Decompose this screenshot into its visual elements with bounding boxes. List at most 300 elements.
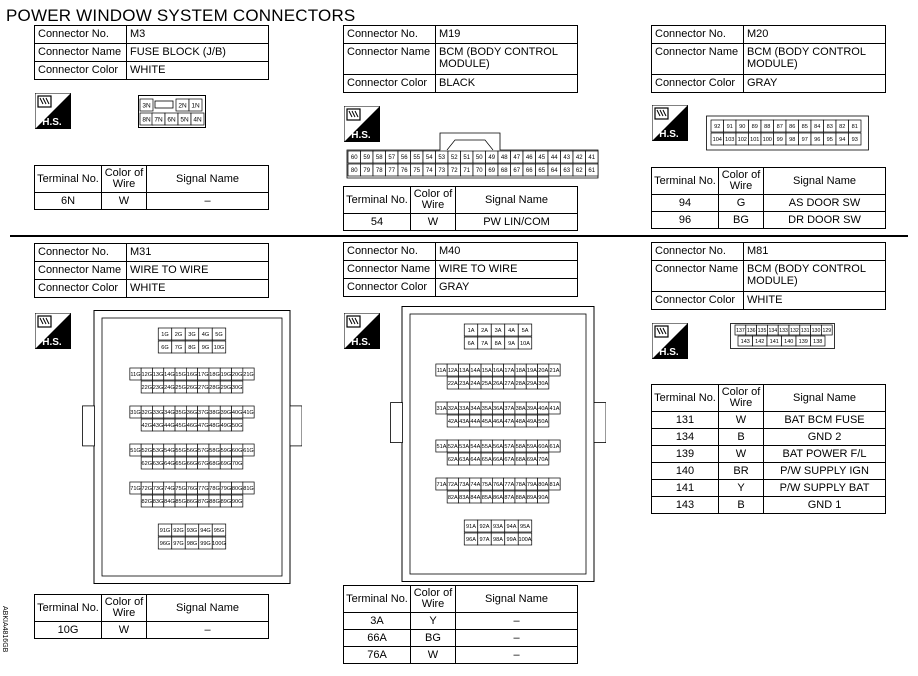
pin-label: 80A (538, 482, 549, 489)
pin-label: 89A (526, 495, 537, 502)
pin-label: 63G (152, 461, 164, 468)
pin-label: 84G (164, 499, 175, 506)
wire-color: BG (411, 630, 456, 647)
connector-face-m31 (82, 310, 302, 584)
pin-label: 72A (447, 482, 458, 489)
pin-label: 51A (436, 444, 447, 451)
pin-label: 44 (550, 155, 558, 162)
pin-label: 59G (220, 448, 232, 455)
terminal-no: 141 (652, 480, 719, 497)
pin-label: 100 (762, 137, 772, 144)
pin-label: 25G (175, 385, 186, 392)
pin-label: 5G (215, 332, 223, 339)
pin-label: 67G (198, 461, 209, 468)
pin-label: 8N (142, 116, 151, 124)
pin-label: 30G (231, 385, 243, 392)
pin-label: 69A (526, 457, 537, 464)
label-connector-color: Connector Color (35, 62, 127, 80)
pin-label: 49A (526, 419, 537, 426)
wire-color: BR (719, 463, 764, 480)
pin-label: 15A (481, 368, 492, 375)
connector-face-m20 (706, 115, 870, 155)
pin-label: 80G (231, 486, 243, 493)
pin-label: 77G (198, 486, 209, 493)
terminal-no: 139 (652, 446, 719, 463)
connector-no-value: M31 (127, 244, 269, 262)
header-signal-name: Signal Name (456, 187, 578, 214)
label-connector-name: Connector Name (35, 44, 127, 62)
connector-name-value: BCM (BODY CONTROL MODULE) (436, 44, 578, 75)
hs-harness-side-icon (652, 323, 688, 359)
pin-label: 40A (538, 406, 549, 413)
pin-label: 57 (388, 155, 396, 162)
table-row (652, 463, 886, 480)
pin-label: 44G (164, 423, 175, 430)
pin-label: 41 (588, 155, 596, 162)
pin-label: 96G (159, 541, 171, 548)
pin-label: 143 (740, 338, 750, 345)
wire-color: W (102, 193, 147, 210)
pin-label: 35A (481, 406, 492, 413)
pin-label: 63A (459, 457, 470, 464)
pin-label: 32A (447, 406, 458, 413)
pin-label: 81G (243, 486, 254, 493)
pin-label: 104 (712, 137, 722, 144)
pin-label: 56 (400, 155, 408, 162)
pin-label: 24A (470, 381, 481, 388)
pin-label: 87 (776, 124, 783, 131)
pin-label: 13G (152, 372, 164, 379)
pin-label: 18G (209, 372, 220, 379)
connector-color-value: WHITE (127, 280, 269, 298)
pin-label: 94 (839, 137, 846, 144)
terminal-no: 3A (344, 613, 411, 630)
pin-label: 40G (231, 410, 243, 417)
terminal-no: 6N (35, 193, 102, 210)
pin-label: 23G (152, 385, 164, 392)
connector-name-value: FUSE BLOCK (J/B) (127, 44, 269, 62)
pin-label: 7G (174, 345, 183, 352)
pin-label: 2N (178, 102, 187, 110)
connector-no-value: M3 (127, 26, 269, 44)
pin-label: 98G (186, 541, 198, 548)
pin-label: 47 (513, 155, 521, 162)
pin-label: 93G (186, 528, 198, 535)
header-signal-name: Signal Name (764, 168, 886, 195)
pin-label: 26A (493, 381, 503, 388)
pin-label: 82G (141, 499, 153, 506)
connector-no-value: M40 (436, 243, 578, 261)
header-signal-name: Signal Name (147, 166, 269, 193)
svg-text:H.S.: H.S. (659, 347, 679, 358)
pin-label: 60A (538, 444, 549, 451)
pin-label: 83 (826, 124, 833, 131)
wire-color: W (719, 412, 764, 429)
label-connector-no: Connector No. (652, 26, 744, 44)
connector-name-value: BCM (BODY CONTROL MODULE) (744, 261, 886, 292)
pin-label: 94A (506, 524, 517, 531)
svg-text:H.S.: H.S. (659, 129, 679, 140)
pin-label: 43A (459, 419, 470, 426)
signal-name: GND 1 (764, 497, 886, 514)
pin-label: 96 (814, 137, 821, 144)
pin-label: 78G (209, 486, 220, 493)
pin-label: 42A (447, 419, 458, 426)
table-row (652, 412, 886, 429)
pin-label: 29A (526, 381, 537, 388)
pin-label: 37A (504, 406, 515, 413)
pin-label: 15G (175, 372, 186, 379)
wire-color: Y (719, 480, 764, 497)
pin-label: 20A (538, 368, 549, 375)
pin-label: 26G (186, 385, 198, 392)
pin-label: 54A (470, 444, 481, 451)
pin-label: 71 (463, 168, 471, 175)
pin-label: 64A (470, 457, 481, 464)
signal-name: – (456, 647, 578, 664)
pin-label: 74 (425, 168, 433, 175)
table-row (344, 214, 578, 231)
pin-label: 85G (175, 499, 186, 506)
terminal-no: 131 (652, 412, 719, 429)
pin-label: 94G (200, 528, 211, 535)
pin-label: 55A (481, 444, 492, 451)
hs-harness-side-icon (344, 313, 380, 349)
pin-label: 3A (494, 328, 502, 335)
terminal-no: 76A (344, 647, 411, 664)
table-row (35, 193, 269, 210)
pin-label: 98 (789, 137, 796, 144)
pin-label: 1N (191, 102, 200, 110)
pin-label: 55 (413, 155, 421, 162)
pin-label: 22G (141, 385, 153, 392)
connector-latch (155, 101, 173, 108)
pin-label: 140 (784, 338, 794, 345)
pin-label: 91A (466, 524, 476, 531)
pin-label: 91 (726, 124, 733, 131)
pin-label: 54 (425, 155, 433, 162)
pin-label: 139 (798, 338, 808, 345)
pin-label: 45 (538, 155, 546, 162)
pin-label: 31G (130, 410, 141, 417)
connector-info-m20 (651, 25, 886, 93)
pin-label: 70G (231, 461, 243, 468)
label-connector-no: Connector No. (652, 243, 744, 261)
pin-label: 66G (186, 461, 198, 468)
pin-label: 46 (525, 155, 533, 162)
pin-label: 20G (231, 372, 243, 379)
connector-ear (83, 406, 95, 446)
pin-label: 5N (180, 116, 189, 124)
pin-label: 66A (493, 457, 503, 464)
signal-name: – (456, 630, 578, 647)
pin-label: 49 (488, 155, 496, 162)
signal-name: GND 2 (764, 429, 886, 446)
connector-face-m19 (345, 130, 600, 180)
pin-label: 74A (470, 482, 481, 489)
pin-label: 86A (493, 495, 503, 502)
connector-info-m19 (343, 25, 578, 93)
pin-label: 62 (575, 168, 583, 175)
pin-label: 11G (130, 372, 141, 379)
pin-label: 61 (588, 168, 596, 175)
pin-label: 57A (504, 444, 515, 451)
pin-label: 42G (141, 423, 153, 430)
table-row (344, 630, 578, 647)
pin-label: 134 (768, 327, 778, 334)
signal-name: – (147, 193, 269, 210)
pin-label: 90A (538, 495, 549, 502)
header-terminal-no: Terminal No. (652, 168, 719, 195)
pin-label: 34G (164, 410, 175, 417)
label-connector-no: Connector No. (344, 243, 436, 261)
svg-text:H.S.: H.S. (351, 337, 371, 348)
pin-label: 1G (161, 332, 169, 339)
wire-color: BG (719, 212, 764, 229)
header-signal-name: Signal Name (147, 595, 269, 622)
pin-label: 84A (470, 495, 481, 502)
pin-label: 75A (481, 482, 492, 489)
pin-label: 52G (141, 448, 153, 455)
pin-label: 53 (438, 155, 446, 162)
pin-label: 101 (750, 137, 760, 144)
pin-label: 53A (459, 444, 470, 451)
pin-label: 72G (141, 486, 153, 493)
pin-label: 12A (447, 368, 458, 375)
pin-label: 79 (363, 168, 371, 175)
pin-label: 2G (174, 332, 183, 339)
pin-label: 79A (526, 482, 537, 489)
pin-label: 46A (493, 419, 503, 426)
page-title: POWER WINDOW SYSTEM CONNECTORS (6, 6, 356, 25)
pin-label: 33A (459, 406, 470, 413)
pin-label: 11A (436, 368, 447, 375)
pin-label: 69 (488, 168, 496, 175)
connector-no-value: M19 (436, 26, 578, 44)
pin-label: 61A (549, 444, 560, 451)
pin-label: 6G (161, 345, 169, 352)
pin-label: 85 (801, 124, 808, 131)
pin-label: 52A (447, 444, 458, 451)
signal-name: AS DOOR SW (764, 195, 886, 212)
pin-label: 63 (563, 168, 571, 175)
table-row (652, 446, 886, 463)
connector-face-m40 (390, 306, 606, 582)
pin-label: 7A (481, 341, 488, 348)
pin-label: 52 (450, 155, 458, 162)
pin-label: 78 (375, 168, 383, 175)
pin-label: 131 (800, 327, 810, 334)
pin-label: 62A (447, 457, 458, 464)
terminal-table-m20 (651, 167, 886, 229)
svg-text:H.S.: H.S. (42, 337, 62, 348)
pin-label: 46G (186, 423, 198, 430)
pin-label: 35G (175, 410, 186, 417)
label-connector-color: Connector Color (344, 279, 436, 297)
connector-ear (594, 403, 606, 443)
pin-label: 68G (209, 461, 220, 468)
wire-color: W (411, 647, 456, 664)
pin-label: 142 (755, 338, 765, 345)
pin-label: 5A (521, 328, 529, 335)
pin-label: 8G (188, 345, 196, 352)
pin-label: 9G (201, 345, 210, 352)
wire-color: G (719, 195, 764, 212)
pin-label: 28A (515, 381, 526, 388)
pin-label: 4G (201, 332, 210, 339)
terminal-table-m31 (34, 594, 269, 639)
pin-label: 89 (751, 124, 758, 131)
table-row (35, 622, 269, 639)
pin-label: 10A (520, 341, 530, 348)
pin-label: 82A (447, 495, 458, 502)
pin-label: 4A (508, 328, 515, 335)
pin-label: 6A (467, 341, 475, 348)
label-connector-name: Connector Name (344, 44, 436, 75)
terminal-no: 10G (35, 622, 102, 639)
pin-label: 86G (186, 499, 198, 506)
terminal-no: 54 (344, 214, 411, 231)
pin-label: 17G (198, 372, 209, 379)
connector-face-m3 (138, 95, 208, 135)
label-connector-no: Connector No. (35, 26, 127, 44)
pin-label: 97G (173, 541, 184, 548)
pin-label: 48A (515, 419, 526, 426)
pin-label: 48G (209, 423, 220, 430)
pin-label: 79G (220, 486, 232, 493)
terminal-no: 143 (652, 497, 719, 514)
label-connector-name: Connector Name (344, 261, 436, 279)
pin-label: 56G (186, 448, 198, 455)
pin-label: 6N (167, 116, 176, 124)
pin-label: 23A (459, 381, 470, 388)
label-connector-color: Connector Color (652, 75, 744, 93)
connector-name-value: BCM (BODY CONTROL MODULE) (744, 44, 886, 75)
pin-label: 59 (363, 155, 371, 162)
hs-harness-side-icon (35, 313, 71, 349)
label-connector-no: Connector No. (344, 26, 436, 44)
table-row (652, 429, 886, 446)
pin-label: 42 (575, 155, 583, 162)
header-color-of-wire: Color of Wire (411, 187, 456, 214)
signal-name: P/W SUPPLY IGN (764, 463, 886, 480)
wire-color: Y (411, 613, 456, 630)
pin-label: 43 (563, 155, 571, 162)
pin-label: 91G (159, 528, 171, 535)
pin-label: 81A (549, 482, 560, 489)
pin-label: 70A (538, 457, 549, 464)
pin-label: 2A (481, 328, 488, 335)
pin-label: 137 (736, 327, 745, 334)
pin-label: 19A (526, 368, 537, 375)
pin-label: 103 (725, 137, 735, 144)
pin-label: 72 (450, 168, 458, 175)
pin-label: 66 (525, 168, 533, 175)
pin-label: 87A (504, 495, 515, 502)
pin-label: 64G (164, 461, 175, 468)
pin-label: 3N (142, 102, 151, 110)
pin-label: 129 (822, 327, 832, 334)
pin-label: 7N (154, 116, 163, 124)
pin-label: 49G (220, 423, 232, 430)
pin-label: 102 (737, 137, 747, 144)
wire-color: W (102, 622, 147, 639)
pin-label: 12G (141, 372, 153, 379)
pin-label: 135 (757, 327, 767, 334)
pin-label: 100G (212, 541, 226, 548)
hs-harness-side-icon (35, 93, 71, 129)
pin-label: 37G (198, 410, 209, 417)
pin-label: 99G (200, 541, 211, 548)
connector-info-m81 (651, 242, 886, 310)
pin-label: 70 (475, 168, 483, 175)
header-color-of-wire: Color of Wire (102, 166, 147, 193)
pin-label: 95A (520, 524, 530, 531)
connector-name-value: WIRE TO WIRE (436, 261, 578, 279)
pin-label: 75 (413, 168, 421, 175)
pin-label: 58A (515, 444, 526, 451)
header-color-of-wire: Color of Wire (102, 595, 147, 622)
pin-label: 32G (141, 410, 153, 417)
pin-label: 14A (470, 368, 481, 375)
pin-label: 88A (515, 495, 526, 502)
pin-label: 138 (813, 338, 823, 345)
pin-label: 76 (400, 168, 408, 175)
table-row (344, 613, 578, 630)
pin-label: 81 (851, 124, 858, 131)
pin-label: 96A (466, 537, 476, 544)
pin-label: 50A (538, 419, 549, 426)
pin-label: 93 (851, 137, 858, 144)
terminal-table-m81 (651, 384, 886, 514)
pin-label: 43G (152, 423, 164, 430)
pin-label: 95 (826, 137, 833, 144)
connector-info-m40 (343, 242, 578, 297)
svg-text:H.S.: H.S. (42, 117, 62, 128)
pin-label: 22A (447, 381, 458, 388)
pin-label: 47A (504, 419, 515, 426)
pin-label: 19G (220, 372, 232, 379)
pin-label: 8A (494, 341, 502, 348)
pin-label: 39A (526, 406, 537, 413)
pin-label: 53G (152, 448, 164, 455)
terminal-table-m3 (34, 165, 269, 210)
connector-ear (290, 406, 302, 446)
pin-label: 62G (141, 461, 153, 468)
pin-label: 39G (220, 410, 232, 417)
pin-label: 76A (493, 482, 503, 489)
pin-label: 68 (500, 168, 508, 175)
connector-color-value: WHITE (744, 292, 886, 310)
signal-name: DR DOOR SW (764, 212, 886, 229)
header-terminal-no: Terminal No. (35, 595, 102, 622)
header-terminal-no: Terminal No. (35, 166, 102, 193)
pin-label: 65 (538, 168, 546, 175)
pin-label: 34A (470, 406, 481, 413)
label-connector-color: Connector Color (35, 280, 127, 298)
pin-label: 36G (186, 410, 198, 417)
pin-label: 141 (769, 338, 779, 345)
connector-color-value: GRAY (744, 75, 886, 93)
pin-label: 133 (779, 327, 788, 334)
pin-label: 83G (152, 499, 164, 506)
wire-color: B (719, 429, 764, 446)
table-row (652, 497, 886, 514)
pin-label: 50 (475, 155, 483, 162)
pin-label: 21A (549, 368, 560, 375)
pin-label: 60G (231, 448, 243, 455)
pin-label: 41G (243, 410, 254, 417)
